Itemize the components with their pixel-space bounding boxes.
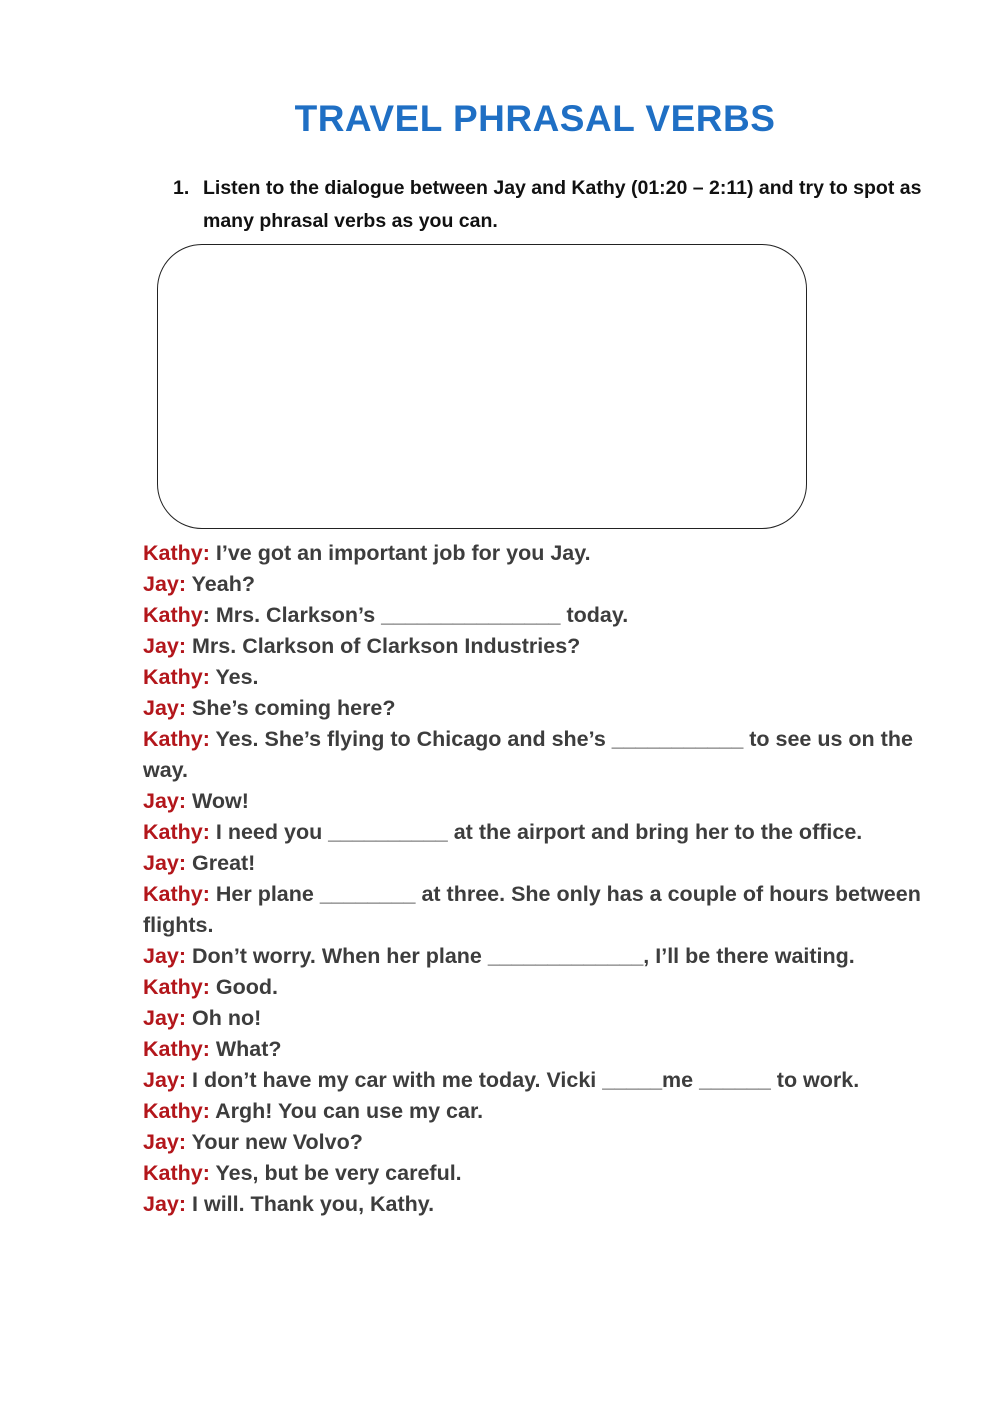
- dialogue-text: Yes, but be very careful.: [209, 1161, 462, 1185]
- speaker-label: Jay:: [143, 1130, 187, 1154]
- dialogue-text: She’s coming here?: [186, 696, 396, 720]
- dialogue-text: I’ve got an important job for you Jay.: [209, 541, 591, 565]
- dialogue-text: Argh! You can use my car.: [209, 1099, 484, 1123]
- speaker-label: Jay:: [143, 944, 187, 968]
- dialogue-text: I need you __________ at the airport and bring her to the office.: [209, 820, 863, 844]
- speaker-label: Jay:: [143, 851, 187, 875]
- dialogue-line: [143, 600, 943, 631]
- speaker-label: Kathy:: [143, 1037, 210, 1061]
- speaker-label: Kathy:: [143, 975, 210, 999]
- dialogue-line: [143, 941, 943, 972]
- speaker-label: Kathy:: [143, 727, 210, 751]
- dialogue-line: [143, 1003, 943, 1034]
- dialogue-text: Yes. She’s flying to Chicago and she’s ___________ to see us on the way.: [143, 727, 913, 782]
- dialogue-text: Her plane ________ at three. She only has a couple of hours between flights.: [143, 882, 921, 937]
- dialogue-line: [143, 972, 943, 1003]
- worksheet-title: TRAVEL PHRASAL VERBS: [294, 98, 776, 139]
- dialogue-line: [143, 786, 943, 817]
- dialogue-text: Your new Volvo?: [186, 1130, 363, 1154]
- dialogue-line: [143, 724, 943, 786]
- dialogue-line: [143, 662, 943, 693]
- speaker-label: Kathy:: [143, 1161, 210, 1185]
- speaker-label: Jay:: [143, 634, 187, 658]
- speaker-label: Kathy:: [143, 541, 210, 565]
- dialogue-line: [143, 569, 943, 600]
- speaker-label: Kathy:: [143, 665, 210, 689]
- speaker-label: Kathy:: [143, 882, 210, 906]
- dialogue-line: [143, 817, 943, 848]
- dialogue-line: [143, 693, 943, 724]
- speaker-label: Jay:: [143, 572, 187, 596]
- speaker-label: Jay:: [143, 1068, 187, 1092]
- speaker-label: Kathy:: [143, 820, 210, 844]
- dialogue-line: [143, 1158, 943, 1189]
- dialogue-line: [143, 631, 943, 662]
- speaker-label: Jay:: [143, 1006, 187, 1030]
- instruction-text: Listen to the dialogue between Jay and Kathy (01:20 – 2:11) and try to spot as many phrasal verbs as you can.: [203, 177, 922, 232]
- dialogue-text: Wow!: [186, 789, 249, 813]
- dialogue-line: [143, 538, 943, 569]
- dialogue-text: I don’t have my car with me today. Vicki _____me ______ to work.: [186, 1068, 860, 1092]
- dialogue-text: Oh no!: [186, 1006, 262, 1030]
- dialogue-text: Mrs. Clarkson of Clarkson Industries?: [186, 634, 581, 658]
- dialogue-transcript: [143, 538, 943, 1220]
- dialogue-text: Yeah?: [186, 572, 255, 596]
- dialogue-line: [143, 1065, 943, 1096]
- dialogue-text: Great!: [186, 851, 256, 875]
- dialogue-line: [143, 1127, 943, 1158]
- speaker-label: Jay:: [143, 1192, 187, 1216]
- dialogue-text: Yes.: [209, 665, 259, 689]
- instruction-number: 1.: [173, 177, 190, 199]
- dialogue-line: [143, 879, 943, 941]
- speaker-label: Jay:: [143, 789, 187, 813]
- dialogue-text: I will. Thank you, Kathy.: [186, 1192, 435, 1216]
- answer-box[interactable]: [157, 244, 807, 529]
- speaker-label: Kathy: [143, 603, 203, 627]
- speaker-label: Jay:: [143, 696, 187, 720]
- instruction-item: [173, 172, 933, 238]
- dialogue-line: [143, 1096, 943, 1127]
- dialogue-line: [143, 1189, 943, 1220]
- dialogue-text: : Mrs. Clarkson’s _______________ today.: [202, 603, 629, 627]
- dialogue-text: Don’t worry. When her plane _____________, I’ll be there waiting.: [186, 944, 855, 968]
- dialogue-line: [143, 848, 943, 879]
- dialogue-text: Good.: [209, 975, 278, 999]
- dialogue-text: What?: [209, 1037, 282, 1061]
- dialogue-line: [143, 1034, 943, 1065]
- speaker-label: Kathy:: [143, 1099, 210, 1123]
